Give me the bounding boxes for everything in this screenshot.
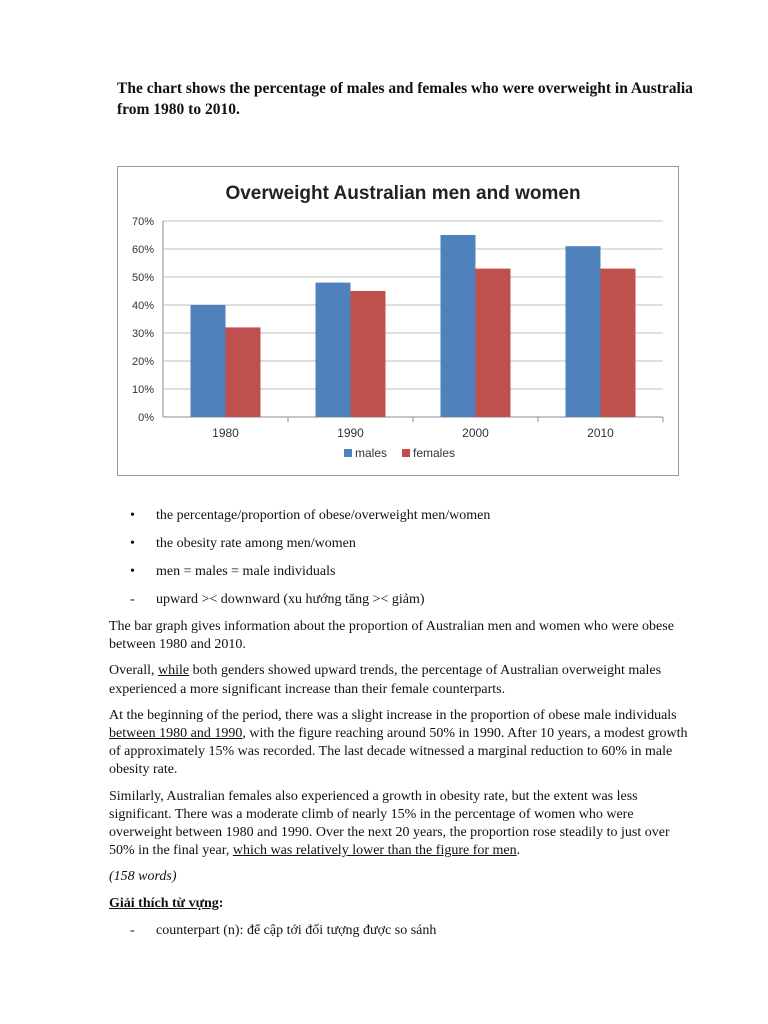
text-span: .: [516, 843, 521, 859]
vocab-list: [130, 921, 697, 941]
bullet-item: [130, 562, 490, 590]
chart-title: Overweight Australian men and women: [225, 183, 581, 204]
bullet-text: the percentage/proportion of obese/overweight men/women: [156, 508, 491, 523]
dash-marker: -: [130, 922, 135, 938]
dash-marker: -: [130, 592, 135, 607]
bar-males-2010: [566, 246, 601, 417]
bullet-item: [130, 506, 490, 534]
page-heading: The chart shows the percentage of males and females who were overweight in Australia from 1980 to 2010.: [117, 80, 693, 118]
bar-chart: [117, 166, 679, 476]
y-tick-label: 0%: [138, 412, 154, 424]
bullet-list: [130, 506, 490, 618]
legend-swatch-females: [402, 449, 410, 457]
y-tick-label: 70%: [131, 216, 154, 228]
text-span: Overall,: [109, 663, 158, 679]
x-tick-label: 2010: [587, 426, 614, 440]
bar-females-2000: [476, 269, 511, 417]
y-tick-label: 10%: [131, 384, 154, 396]
vocab-title: Giải thích từ vựng: [109, 895, 219, 911]
underlined-phrase: which was relatively lower than the figure for men: [232, 843, 517, 859]
text-span: Similarly, Australian females also experienced a growth in obesity rate, but the extent was less significant. There was a moderate climb of nearly 15% in the percentage of women who were overweight between 1980 and 1990. Over the next 20 years, the proportion rose steadily to just over 50% in the final year,: [109, 788, 670, 859]
x-tick-label: 1990: [337, 426, 364, 440]
vocab-item: [130, 921, 697, 941]
females-paragraph: [109, 788, 697, 861]
bar-males-1980: [191, 305, 226, 417]
y-tick-label: 30%: [131, 328, 154, 340]
y-tick-label: 20%: [131, 356, 154, 368]
bullet-item: [130, 590, 490, 618]
x-tick-label: 1980: [212, 426, 239, 440]
text-span: both genders showed upward trends, the percentage of Australian overweight males experienced a more significant increase than their female counterparts.: [109, 663, 662, 697]
bullet-item: [130, 534, 490, 562]
legend-label-males: males: [355, 446, 388, 460]
bullet-text: upward >< downward (xu hướng tăng >< giảm): [156, 592, 425, 607]
bullet-marker: •: [130, 508, 135, 523]
text-span: At the beginning of the period, there was a slight increase in the proportion of obese male individuals: [109, 707, 677, 723]
chart-svg: [118, 167, 678, 475]
y-tick-label: 40%: [131, 300, 154, 312]
overview-paragraph: [109, 662, 697, 698]
bar-females-1990: [351, 291, 386, 417]
underlined-phrase: while: [157, 663, 190, 679]
vocab-text: counterpart (n): để cập tới đối tượng được so sánh: [156, 922, 437, 938]
males-paragraph: [109, 707, 697, 780]
intro-paragraph: The bar graph gives information about the proportion of Australian men and women who were obese between 1980 and 2010.: [109, 619, 674, 653]
bullet-text: men = males = male individuals: [156, 564, 336, 579]
word-count: (158 words): [109, 869, 177, 885]
bullet-marker: •: [130, 536, 135, 551]
y-tick-label: 60%: [131, 244, 154, 256]
legend-swatch-males: [344, 449, 352, 457]
bar-females-1980: [226, 327, 261, 417]
text-span: , with the figure reaching around 50% in 1990. After 10 years, a modest growth of approximately 15% was recorded. The last decade witnessed a marginal reduction to 60% in male obesity rate.: [109, 726, 688, 778]
legend-label-females: females: [413, 446, 456, 460]
vocab-heading: [109, 895, 697, 913]
vocab-colon: :: [218, 895, 224, 911]
bullet-text: the obesity rate among men/women: [156, 536, 356, 551]
bullet-marker: •: [130, 564, 135, 579]
x-tick-label: 2000: [462, 426, 489, 440]
bar-males-2000: [441, 235, 476, 417]
essay-body: [109, 618, 697, 941]
underlined-phrase: between 1980 and 1990: [109, 726, 243, 742]
y-tick-label: 50%: [131, 272, 154, 284]
bar-females-2010: [601, 269, 636, 417]
bar-males-1990: [316, 283, 351, 417]
